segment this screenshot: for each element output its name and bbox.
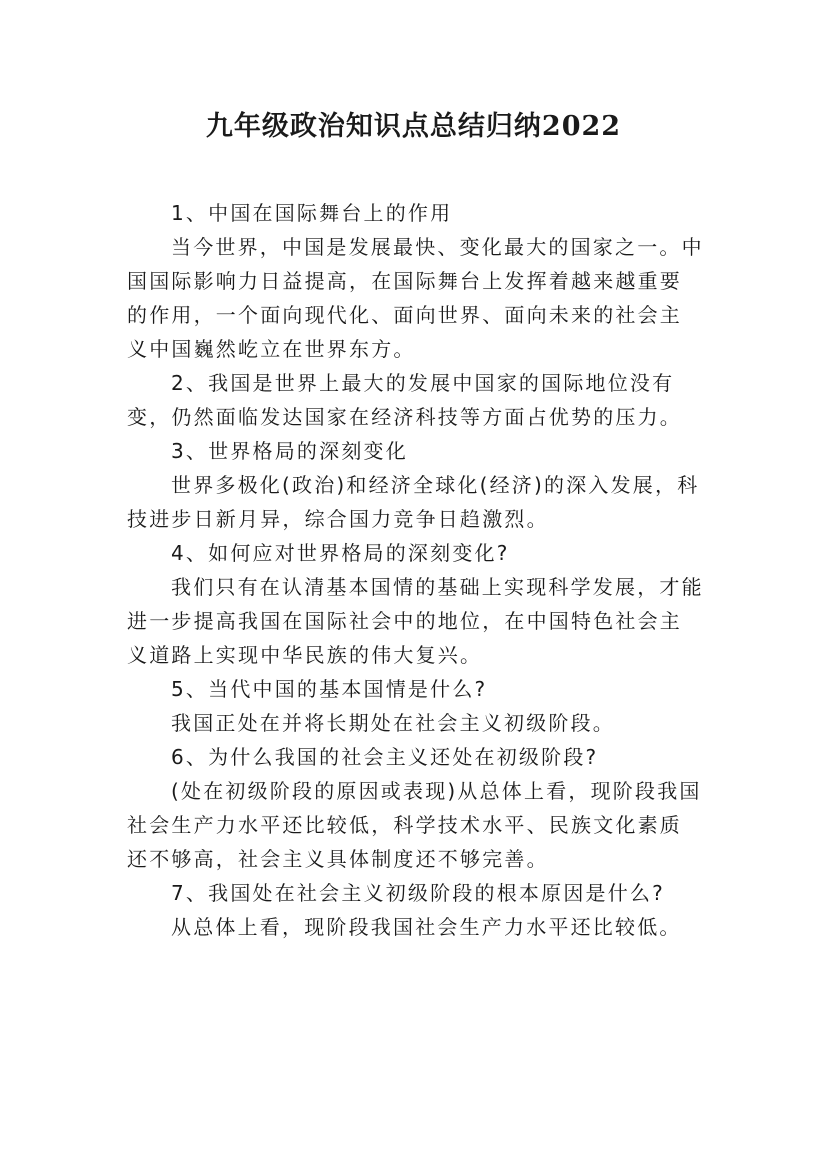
paragraph-1: 当今世界，中国是发展最快、变化最大的国家之一。中国国际影响力日益提高，在国际舞台上发挥着越来越重要的作用，一个面向现代化、面向世界、面向未来的社会主义中国巍然屹立在世界东方。 <box>127 235 704 361</box>
document-body <box>127 196 704 944</box>
heading-7: 7、我国处在社会主义初级阶段的根本原因是什么? <box>171 881 665 905</box>
paragraph-4: 我们只有在认清基本国情的基础上实现科学发展，才能进一步提高我国在国际社会中的地位，在中国特色社会主义道路上实现中华民族的伟大复兴。 <box>127 575 704 667</box>
document-title: 九年级政治知识点总结归纳2022 <box>205 111 622 142</box>
paragraph-6: (处在初级阶段的原因或表现)从总体上看，现阶段我国社会生产力水平还比较低，科学技术水平、民族文化素质还不够高，社会主义具体制度还不够完善。 <box>127 779 702 871</box>
heading-3: 3、世界格局的深刻变化 <box>171 439 408 463</box>
paragraph-5: 我国正处在并将长期处在社会主义初级阶段。 <box>171 711 615 735</box>
heading-5: 5、当代中国的基本国情是什么? <box>171 677 488 701</box>
paragraph-2: 2、我国是世界上最大的发展中国家的国际地位没有变，仍然面临发达国家在经济科技等方面占优势的压力。 <box>127 371 682 429</box>
paragraph-3: 世界多极化(政治)和经济全球化(经济)的深入发展，科技进步日新月异，综合国力竞争日趋激烈。 <box>127 473 700 531</box>
paragraph-7: 从总体上看，现阶段我国社会生产力水平还比较低。 <box>171 915 682 939</box>
heading-6: 6、为什么我国的社会主义还处在初级阶段? <box>171 745 599 769</box>
heading-4: 4、如何应对世界格局的深刻变化? <box>171 541 510 565</box>
heading-1: 1、中国在国际舞台上的作用 <box>171 201 453 225</box>
